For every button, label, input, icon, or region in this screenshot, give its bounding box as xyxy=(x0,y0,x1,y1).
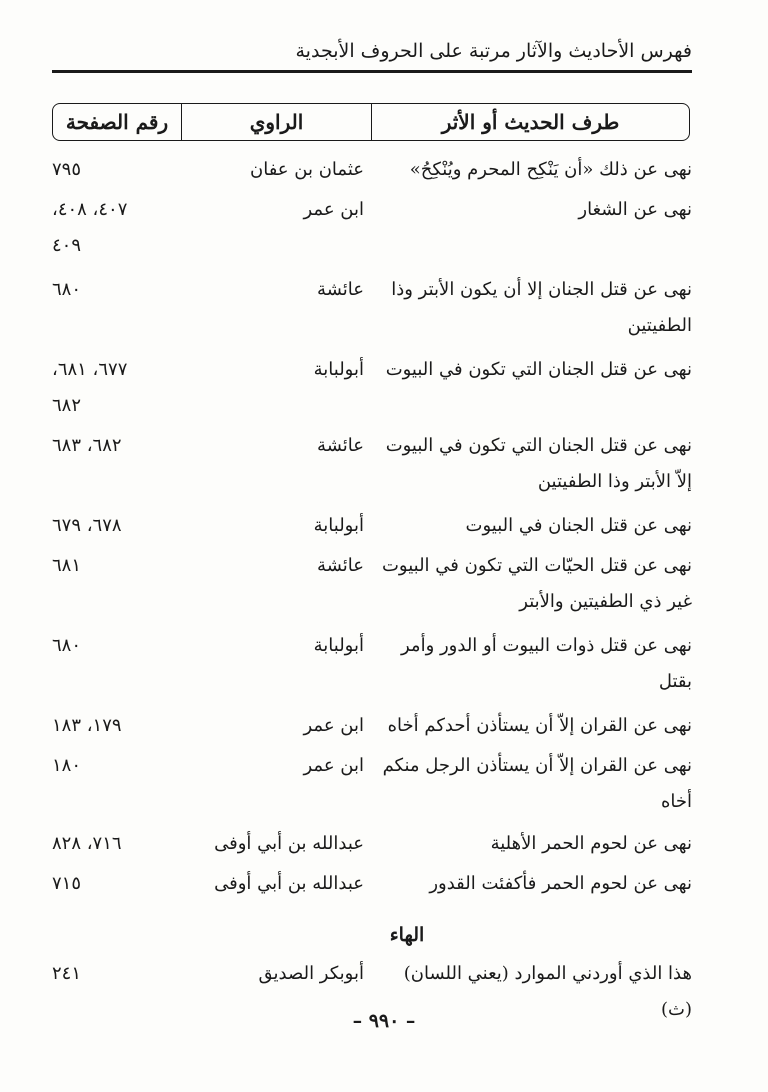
hadith-text: نهى عن لحوم الحمر الأهلية xyxy=(490,833,692,854)
page-refs xyxy=(52,748,182,784)
page-ref: ٦٧٨، ٦٧٩ xyxy=(52,515,122,536)
hadith-text: نهى عن قتل الحيّات التي تكون في البيوت غير ذي الطفيتين والأبتر xyxy=(381,555,692,612)
page-ref: ١٨٠ xyxy=(52,755,82,776)
column-hadith: طرف الحديث أو الأثر xyxy=(371,104,689,140)
page-ref: ٦٨٢ xyxy=(52,395,82,416)
page-refs xyxy=(52,708,182,744)
page-header-title: فهرس الأحاديث والآثار مرتبة على الحروف الأبجدية xyxy=(295,40,692,62)
hadith-text: هذا الذي أوردني الموارد (يعني اللسان) (ث) xyxy=(403,963,692,1020)
page-ref: ٤٠٧، ٤٠٨، xyxy=(52,199,128,220)
narrator-name: عبدالله بن أبي أوفى xyxy=(214,873,364,894)
narrator-name: عائشة xyxy=(317,279,364,300)
hadith-text: نهى عن القران إلاّ أن يستأذن الرجل منكم أخاه xyxy=(382,755,692,812)
narrator-name: ابن عمر xyxy=(303,755,364,776)
hadith-text: نهى عن قتل الجنان إلا أن يكون الأبتر وذا الطفيتين xyxy=(391,279,692,336)
page-ref: ٧١٥ xyxy=(52,873,82,894)
page-refs xyxy=(52,508,182,544)
page-ref: ٦٧٧، ٦٨١، xyxy=(52,359,128,380)
page-refs xyxy=(52,428,182,464)
hadith-text: نهى عن لحوم الحمر فأكفئت القدور xyxy=(429,873,692,894)
page-ref: ٢٤١ xyxy=(52,963,82,984)
page-refs xyxy=(52,628,182,664)
hadith-text: نهى عن قتل ذوات البيوت أو الدور وأمر بقتل xyxy=(401,635,692,692)
hadith-text: نهى عن قتل الجنان التي تكون في البيوت إلاّ الأبتر وذا الطفيتين xyxy=(385,435,692,492)
page-refs xyxy=(52,866,182,902)
page-refs xyxy=(52,956,182,992)
narrator-name: أبولبابة xyxy=(313,515,364,536)
page-refs xyxy=(52,272,182,308)
hadith-text: نهى عن الشغار xyxy=(578,199,692,220)
narrator-name: ابن عمر xyxy=(303,715,364,736)
narrator-name: أبولبابة xyxy=(313,635,364,656)
page-refs xyxy=(52,548,182,584)
narrator-name: عثمان بن عفان xyxy=(250,159,364,180)
page-ref: ٦٨٢، ٦٨٣ xyxy=(52,435,122,456)
page-refs xyxy=(52,152,182,188)
narrator-name: ابن عمر xyxy=(303,199,364,220)
page-ref: ٧٩٥ xyxy=(52,159,82,180)
hadith-text: نهى عن قتل الجنان التي تكون في البيوت xyxy=(385,359,692,380)
page-number: – ٩٩٠ – xyxy=(352,1010,416,1032)
narrator-name: عبدالله بن أبي أوفى xyxy=(214,833,364,854)
narrator-name: عائشة xyxy=(317,435,364,456)
column-narrator: الراوي xyxy=(181,104,371,140)
narrator-name: أبوبكر الصديق xyxy=(258,963,364,984)
narrator-name: أبولبابة xyxy=(313,359,364,380)
column-page: رقم الصفحة xyxy=(65,110,169,134)
page-ref: ١٧٩، ١٨٣ xyxy=(52,715,122,736)
hadith-text: نهى عن قتل الجنان في البيوت xyxy=(465,515,692,536)
page-refs xyxy=(52,826,182,862)
page-refs xyxy=(52,352,182,424)
narrator-name: عائشة xyxy=(317,555,364,576)
section-title: الهاء xyxy=(389,924,425,946)
page-ref: ٦٨٠ xyxy=(52,635,82,656)
page-ref: ٦٨٠ xyxy=(52,279,82,300)
hadith-text: نهى عن القران إلاّ أن يستأذن أحدكم أخاه xyxy=(387,715,692,736)
page-ref: ٦٨١ xyxy=(52,555,82,576)
page-refs xyxy=(52,192,182,264)
page-ref: ٧١٦، ٨٢٨ xyxy=(52,833,122,854)
page-ref: ٤٠٩ xyxy=(52,235,82,256)
hadith-text: نهى عن ذلك «أن يَنْكِح المحرم ويُنْكِحُ» xyxy=(409,159,692,180)
